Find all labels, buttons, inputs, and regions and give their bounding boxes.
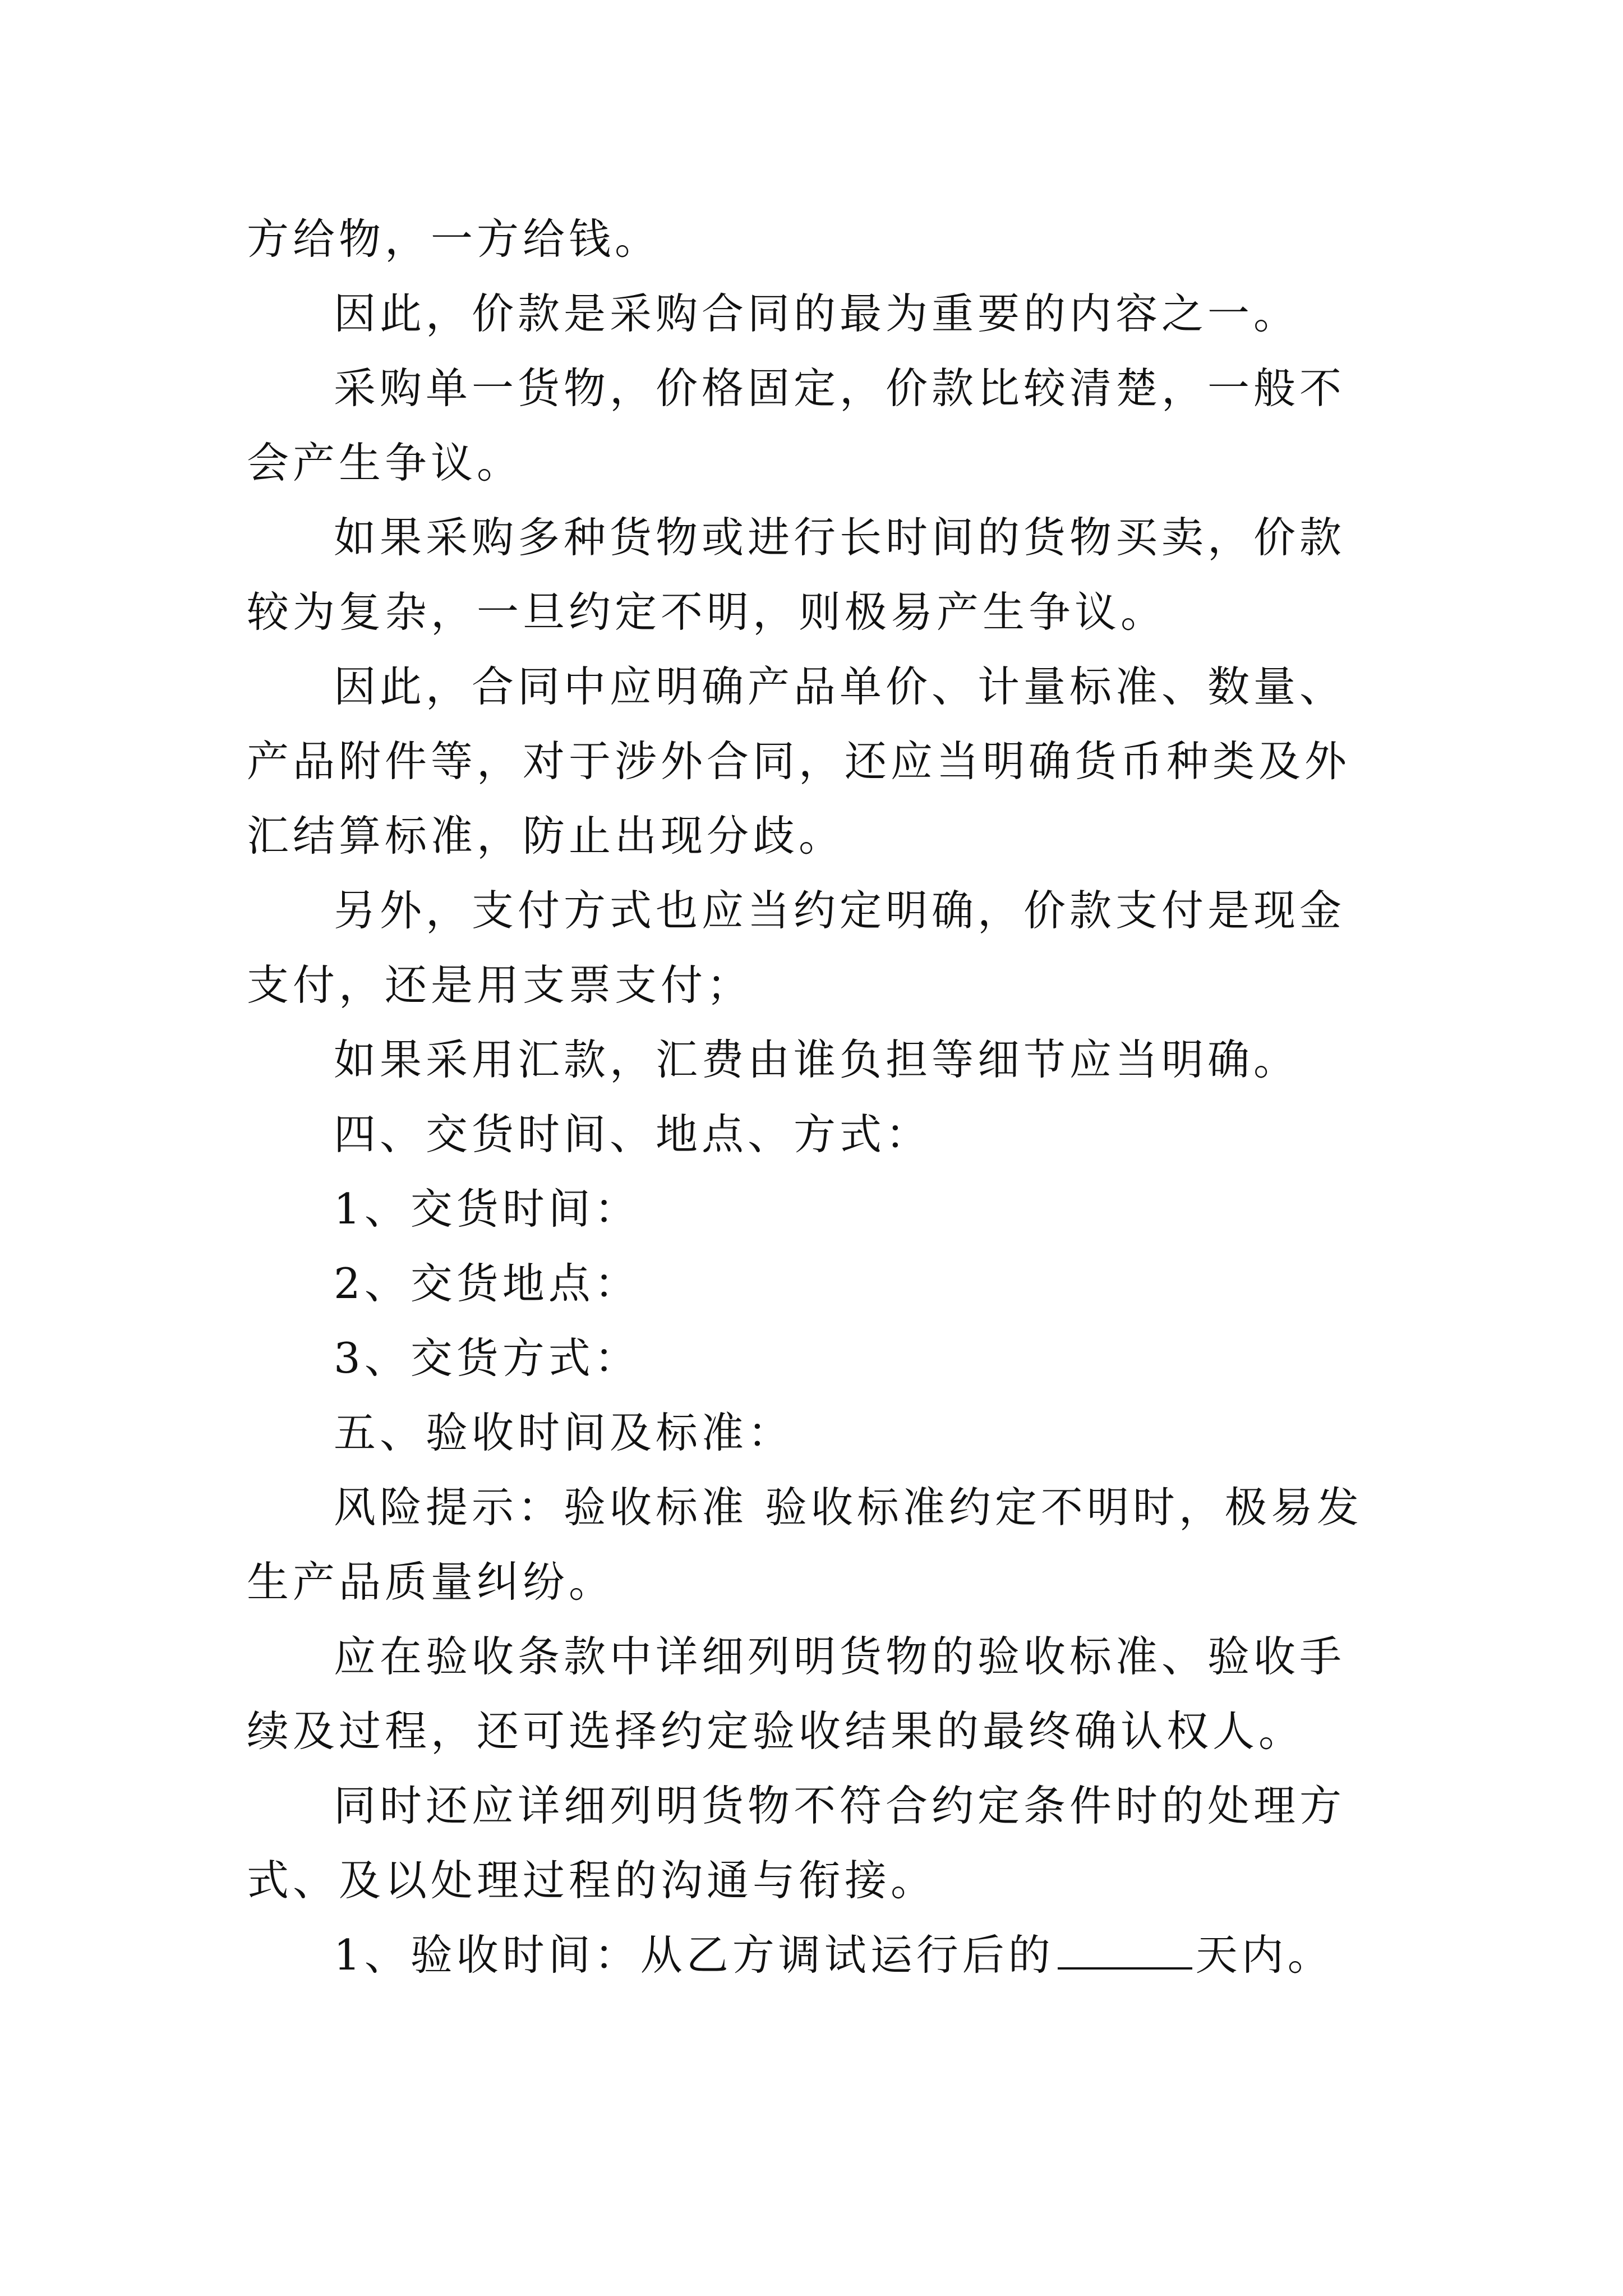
paragraph: 风险提示：验收标准 验收标准约定不明时，极易发生产品质量纠纷。 <box>247 1483 1363 1607</box>
section-heading: 四、交货时间、地点、方式： <box>334 1110 932 1159</box>
paragraph: 如果采购多种货物或进行长时间的货物买卖，价款较为复杂，一旦约定不明，则极易产生争议。 <box>247 513 1346 637</box>
fill-in-blank[interactable] <box>1058 1927 1192 1970</box>
list-item: 3、交货方式： <box>334 1333 640 1383</box>
section-heading: 五、验收时间及标准： <box>334 1408 794 1457</box>
list-item: 1、交货时间： <box>334 1184 640 1234</box>
paragraph: 另外，支付方式也应当约定明确，价款支付是现金支付，还是用支票支付； <box>247 886 1346 1010</box>
paragraph: 如果采用汇款，汇费由谁负担等细节应当明确。 <box>334 1035 1300 1084</box>
document-body <box>247 202 1391 1993</box>
paragraph: 应在验收条款中详细列明货物的验收标准、验收手续及过程，还可选择约定验收结果的最终确认权人。 <box>247 1632 1346 1756</box>
paragraph: 因此，合同中应明确产品单价、计量标准、数量、产品附件等，对于涉外合同，还应当明确货币种类及外汇结算标准，防止出现分歧。 <box>247 662 1351 861</box>
acceptance-time-suffix: 天内。 <box>1195 1930 1334 1980</box>
list-item-acceptance-time <box>247 1918 1391 1993</box>
paragraph: 同时还应详细列明货物不符合约定条件时的处理方式、及以处理过程的沟通与衔接。 <box>247 1781 1346 1905</box>
acceptance-time-prefix: 1、验收时间：从乙方调试运行后的 <box>334 1930 1054 1980</box>
list-item: 2、交货地点： <box>334 1259 640 1308</box>
paragraph: 采购单一货物，价格固定，价款比较清楚，一般不会产生争议。 <box>247 364 1346 487</box>
paragraph: 方给物，一方给钱。 <box>247 214 661 264</box>
paragraph: 因此，价款是采购合同的最为重要的内容之一。 <box>334 289 1300 338</box>
